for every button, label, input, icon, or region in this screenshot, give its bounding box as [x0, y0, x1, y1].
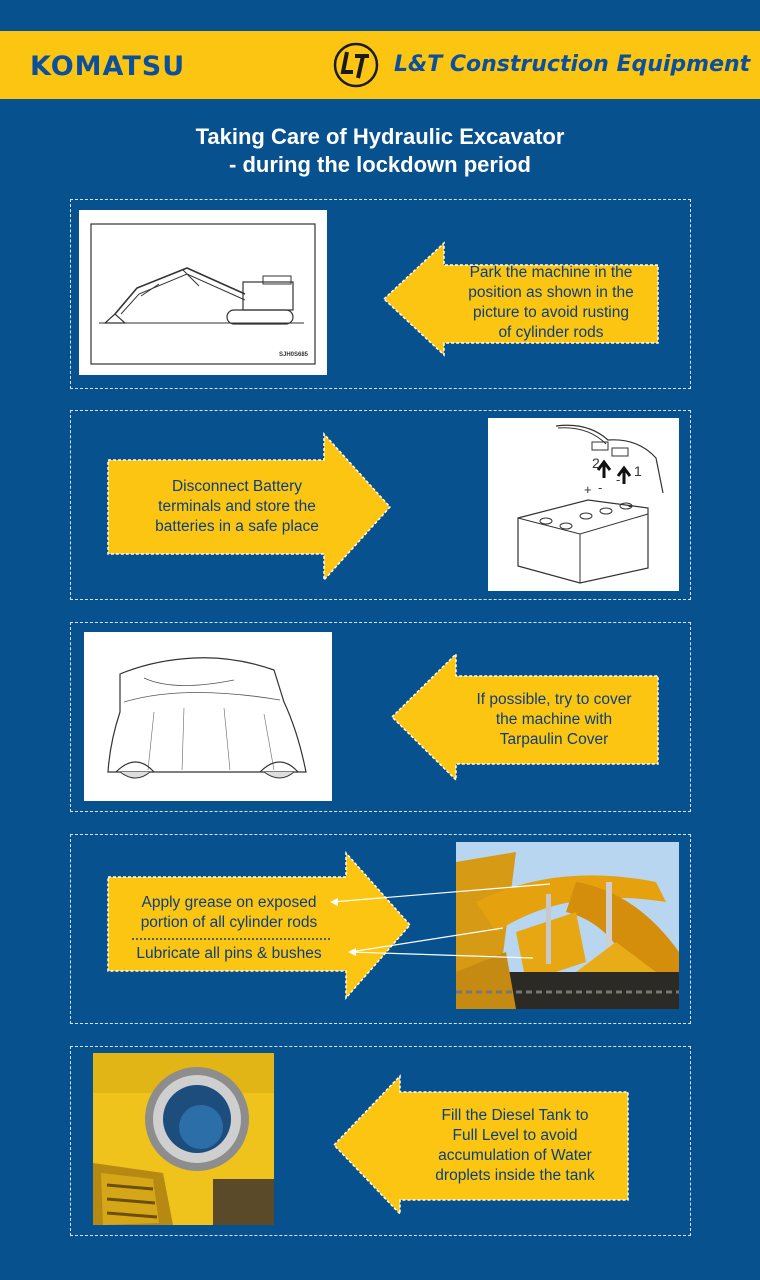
- step-3-image: [84, 632, 332, 801]
- tarpaulin-cover-sketch-icon: [84, 632, 332, 801]
- step-2-text-line: batteries in a safe place: [155, 518, 319, 535]
- step-1-text-line: position as shown in the: [468, 284, 634, 301]
- step-2-text-line: terminals and store the: [158, 498, 316, 515]
- page-title-line-2: - during the lockdown period: [229, 152, 531, 177]
- step-1-image: [79, 210, 327, 375]
- step-4-text-line: portion of all cylinder rods: [140, 914, 318, 931]
- lt-brand-name: L&T Construction Equipment: [394, 52, 751, 77]
- step-3-text-line: the machine with: [495, 711, 613, 728]
- step-4-arrow: [108, 853, 410, 998]
- komatsu-logo: KOMATSU: [30, 51, 186, 82]
- step-1-arrow: [384, 243, 658, 355]
- step-5-text: [404, 1092, 626, 1200]
- step-3-text: [452, 676, 656, 764]
- battery-label-minus: -: [598, 480, 603, 495]
- step-3-text-line: If possible, try to cover: [476, 691, 632, 708]
- battery-label-plus: +: [584, 482, 592, 497]
- battery-sketch-icon: [488, 418, 679, 591]
- battery-label-minus: -: [616, 472, 621, 487]
- step-3-arrow: [392, 654, 658, 780]
- step-2-arrow: [108, 434, 390, 580]
- lt-logo-icon: [333, 42, 379, 88]
- step-1-text-line: Park the machine in the: [469, 264, 633, 281]
- step-4-text-grease: [118, 891, 340, 935]
- step-5-text-line: Fill the Diesel Tank to: [441, 1107, 589, 1124]
- battery-label-minus: -: [628, 498, 633, 513]
- excavator-boom-photo-icon: [456, 842, 679, 1009]
- page-title-line-1: Taking Care of Hydraulic Excavator: [195, 124, 565, 149]
- step-2-image: [488, 418, 679, 591]
- excavator-sketch-icon: [79, 210, 327, 375]
- step-4-image: [456, 842, 679, 1009]
- step-1-text-line: of cylinder rods: [498, 324, 604, 341]
- step-3-text-line: Tarpaulin Cover: [499, 731, 609, 748]
- diesel-tank-opening-photo-icon: [93, 1053, 274, 1225]
- battery-label-step-1: 1: [634, 463, 642, 479]
- step-1-image-caption: SJH0S685: [279, 352, 309, 358]
- step-5-text-line: droplets inside the tank: [435, 1167, 595, 1184]
- step-2-text: [112, 460, 362, 554]
- step-5-image: [93, 1053, 274, 1225]
- step-1-text-line: picture to avoid rusting: [473, 304, 629, 321]
- step-4-text-line: Lubricate all pins & bushes: [136, 945, 322, 962]
- step-5-text-line: Full Level to avoid: [452, 1127, 578, 1144]
- step-5-arrow: [334, 1076, 628, 1214]
- battery-label-step-2: 2: [592, 455, 600, 471]
- step-4-text-line: Apply grease on exposed: [141, 894, 317, 911]
- page-title: [0, 123, 760, 179]
- step-1-text: [446, 261, 656, 345]
- step-5-text-line: accumulation of Water: [438, 1147, 592, 1164]
- step-2-text-line: Disconnect Battery: [171, 478, 303, 495]
- step-4-text-lubricate: [118, 943, 340, 965]
